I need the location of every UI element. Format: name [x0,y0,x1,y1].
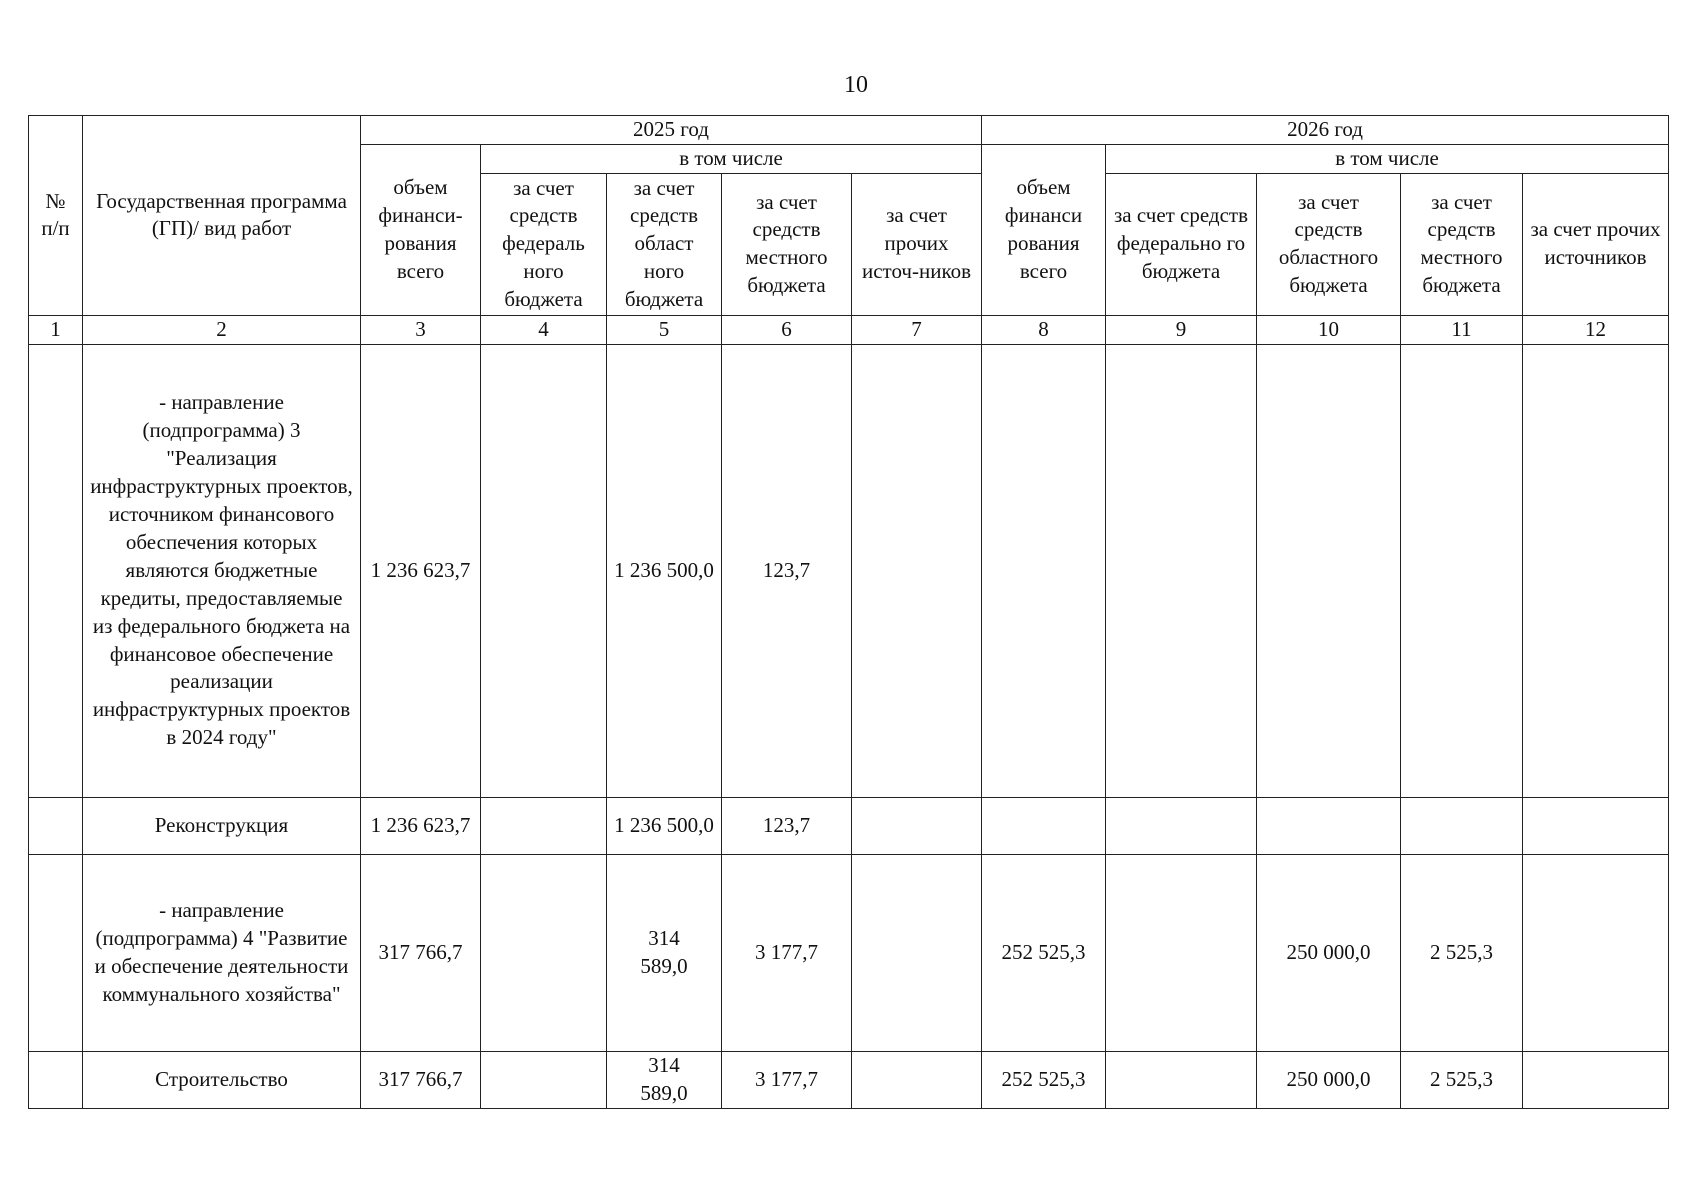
cell-c7 [852,854,982,1051]
cell-c8: 252 525,3 [982,854,1106,1051]
cell-c10 [1257,797,1401,854]
header-including-2026: в том числе [1106,144,1669,173]
header-c10-regional-2026: за счет средств областного бюджета [1257,173,1401,315]
cell-c4 [481,797,607,854]
column-number: 7 [852,315,982,344]
cell-c11 [1401,797,1523,854]
cell-c3: 1 236 623,7 [361,344,481,797]
header-c4-federal-2025: за счет средств федераль ного бюджета [481,173,607,315]
header-program: Государственная программа (ГП)/ вид работ [83,116,361,316]
column-number: 9 [1106,315,1257,344]
header-year-2026: 2026 год [982,116,1669,145]
table-row [29,344,1669,797]
header-c7-other-2025: за счет прочих источ-ников [852,173,982,315]
cell-c8: 252 525,3 [982,1051,1106,1108]
column-number: 2 [83,315,361,344]
header-c11-local-2026: за счет средств местного бюджета [1401,173,1523,315]
cell-c6: 123,7 [722,797,852,854]
cell-c10: 250 000,0 [1257,1051,1401,1108]
column-number: 3 [361,315,481,344]
column-number-row [29,315,1669,344]
cell-program-name: Строительство [83,1051,361,1108]
cell-c5: 1 236 500,0 [607,344,722,797]
cell-c6: 3 177,7 [722,1051,852,1108]
cell-c3: 317 766,7 [361,854,481,1051]
cell-c4 [481,854,607,1051]
cell-c5: 314 589,0 [607,854,722,1051]
cell-c11: 2 525,3 [1401,854,1523,1051]
cell-program-name: - направление (подпрограмма) 4 "Развитие и обеспечение деятельности коммунального хозяйства" [83,854,361,1051]
cell-c10: 250 000,0 [1257,854,1401,1051]
header-c3-total-2025: объем финанси-рования всего [361,144,481,315]
cell-c9 [1106,797,1257,854]
cell-c12 [1523,854,1669,1051]
cell-c8 [982,797,1106,854]
cell-c10 [1257,344,1401,797]
cell-no [29,797,83,854]
cell-c5: 1 236 500,0 [607,797,722,854]
cell-no [29,1051,83,1108]
header-no: № п/п [29,116,83,316]
cell-c8 [982,344,1106,797]
cell-c9 [1106,344,1257,797]
column-number: 12 [1523,315,1669,344]
table-row [29,797,1669,854]
cell-c4 [481,1051,607,1108]
cell-c7 [852,797,982,854]
table-row [29,854,1669,1051]
cell-c6: 3 177,7 [722,854,852,1051]
cell-c12 [1523,797,1669,854]
column-number: 10 [1257,315,1401,344]
header-c8-total-2026: объем финанси рования всего [982,144,1106,315]
cell-no [29,854,83,1051]
header-c6-local-2025: за счет средств местного бюджета [722,173,852,315]
cell-c11 [1401,344,1523,797]
column-number: 6 [722,315,852,344]
cell-c3: 317 766,7 [361,1051,481,1108]
header-year-2025: 2025 год [361,116,982,145]
cell-c3: 1 236 623,7 [361,797,481,854]
cell-c12 [1523,1051,1669,1108]
table-row [29,1051,1669,1108]
header-c12-other-2026: за счет прочих источников [1523,173,1669,315]
cell-program-name: - направление (подпрограмма) 3 "Реализация инфраструктурных проектов, источником финансового обеспечения которых являются бюджетные кредиты, предоставляемые из федерального бюджета на финансовое обеспечение реализации инфраструктурных проектов в 2024 году" [83,344,361,797]
column-number: 1 [29,315,83,344]
cell-c5: 314 589,0 [607,1051,722,1108]
header-c9-federal-2026: за счет средств федерально го бюджета [1106,173,1257,315]
cell-c4 [481,344,607,797]
column-number: 4 [481,315,607,344]
financing-table [28,115,1669,1109]
cell-program-name: Реконструкция [83,797,361,854]
column-number: 5 [607,315,722,344]
cell-no [29,344,83,797]
cell-c11: 2 525,3 [1401,1051,1523,1108]
header-including-2025: в том числе [481,144,982,173]
header-c5-regional-2025: за счет средств област ного бюджета [607,173,722,315]
cell-c12 [1523,344,1669,797]
cell-c9 [1106,1051,1257,1108]
cell-c6: 123,7 [722,344,852,797]
cell-c7 [852,1051,982,1108]
column-number: 11 [1401,315,1523,344]
page-number: 10 [844,72,868,98]
cell-c7 [852,344,982,797]
column-number: 8 [982,315,1106,344]
cell-c9 [1106,854,1257,1051]
